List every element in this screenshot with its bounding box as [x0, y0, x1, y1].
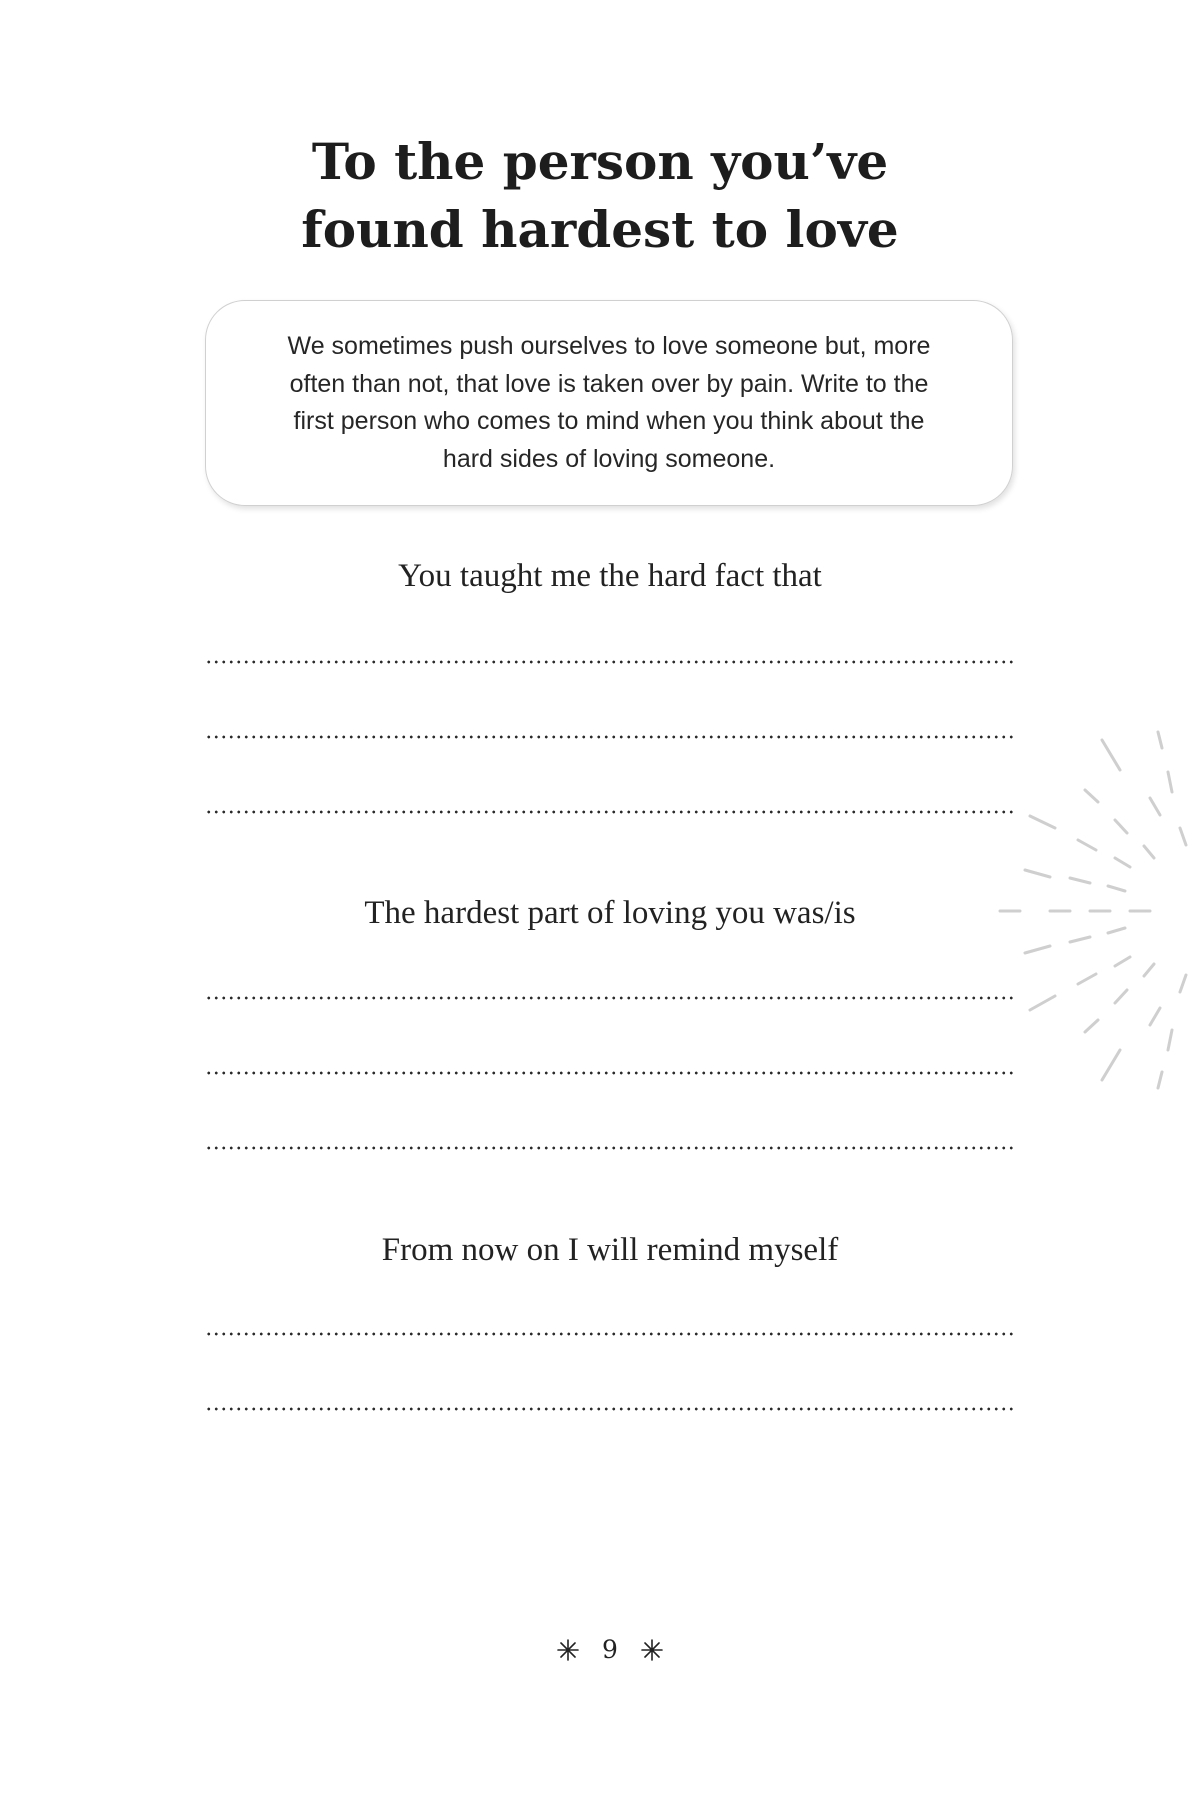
prompt-2: The hardest part of loving you was/is	[364, 895, 856, 931]
writing-line[interactable]	[205, 1071, 1015, 1075]
writing-line[interactable]	[205, 660, 1015, 664]
intro-box	[205, 300, 1013, 506]
writing-line[interactable]	[205, 735, 1015, 739]
page-number: 9	[602, 1635, 618, 1664]
title-line-1: To the person you’ve	[311, 132, 889, 191]
intro-text: We sometimes push ourselves to love someone but, more often than not, that love is taken over by pain. Write to the first person who comes to mind when you think about the hard sides of loving someone.	[287, 332, 931, 473]
writing-line[interactable]	[205, 810, 1015, 814]
title-line-2: found hardest to love	[301, 200, 899, 259]
writing-line[interactable]	[205, 1332, 1015, 1336]
star-ornament-icon	[556, 1638, 580, 1662]
prompt-3: From now on I will remind myself	[381, 1232, 839, 1268]
prompt-1: You taught me the hard fact that	[398, 558, 822, 594]
page-title	[0, 128, 1200, 264]
page-footer	[0, 1635, 1200, 1664]
writing-line[interactable]	[205, 1407, 1015, 1411]
writing-line[interactable]	[205, 996, 1015, 1000]
star-ornament-icon	[640, 1638, 664, 1662]
writing-line[interactable]	[205, 1146, 1015, 1150]
sunburst-decoration-icon	[990, 720, 1200, 1100]
